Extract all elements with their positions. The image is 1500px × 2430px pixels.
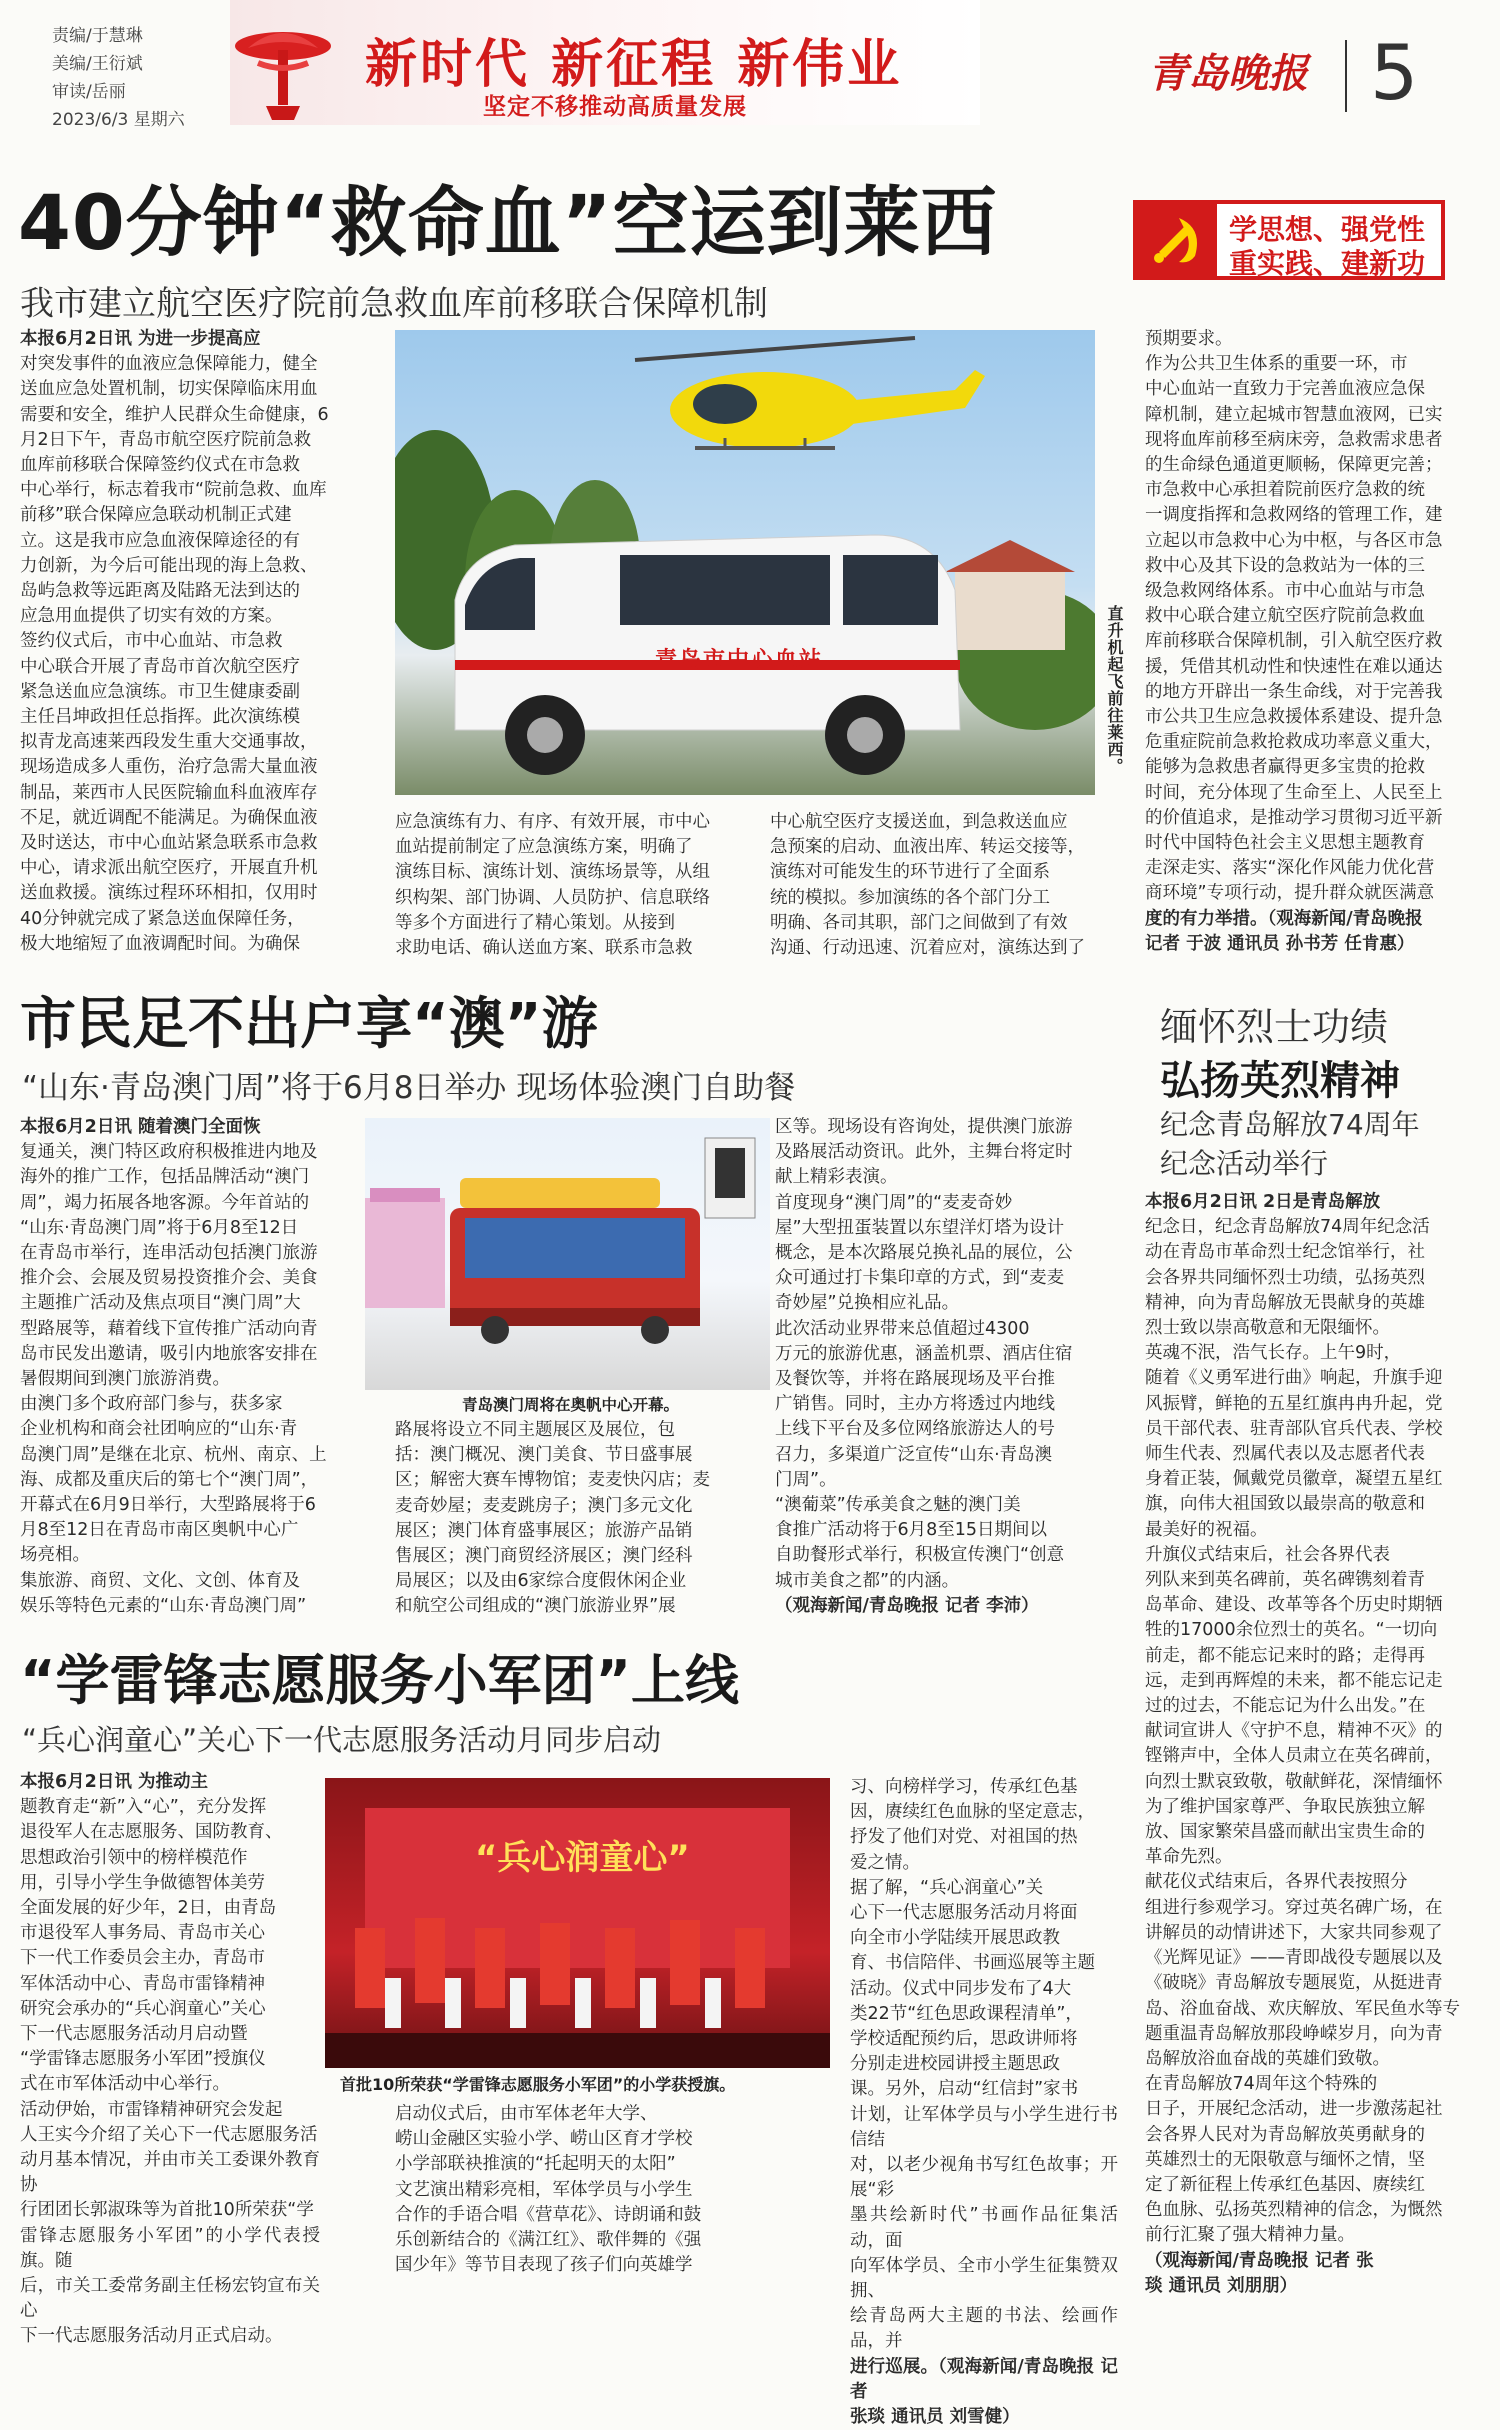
- text-line: 推介会、会展及贸易投资推介会、美食: [20, 1268, 318, 1289]
- text-line: 动月基本情况，并由市关工委课外教育协: [20, 2150, 320, 2196]
- text-line: 的地方开辟出一条生命线，对于完善我: [1145, 681, 1443, 702]
- text-line: 极大地缩短了血液调配时间。为确保: [20, 933, 300, 954]
- text-line: 的生命绿色通道更顺畅，保障更完善；: [1145, 455, 1443, 476]
- text-line: 集旅游、商贸、文化、文创、体育及: [20, 1570, 300, 1591]
- ambulance-label: 青岛市中心血站: [655, 648, 824, 673]
- text-line: 区等。现场设有咨询处，提供澳门旅游: [775, 1117, 1073, 1137]
- article1-col2: [395, 810, 733, 961]
- text-line: 奇妙屋”兑换相应礼品。: [775, 1293, 960, 1314]
- article3-col3: [850, 1775, 1118, 2430]
- text-line: 放、国家繁荣昌盛而献出宝贵生命的: [1145, 1822, 1425, 1843]
- text-line: 岛革命、建设、改革等各个历史时期牺: [1145, 1595, 1443, 1616]
- text-line: 一调度指挥和急救网络的管理工作，建: [1145, 505, 1443, 526]
- text-line: 广销售。同时，主办方将透过内地线: [775, 1394, 1055, 1415]
- article2-col2: [395, 1418, 733, 1620]
- text-line: 演练对可能发生的环节进行了全面系: [770, 862, 1050, 883]
- text-line: 因，赓续红色血脉的坚定意志，: [850, 1802, 1095, 1823]
- text-line: 风振臂，鲜艳的五星红旗冉冉升起，党: [1145, 1393, 1443, 1414]
- text-line: 向全市小学陆续开展思政教: [850, 1928, 1060, 1949]
- text-line: 级急救网络体系。市中心血站与市急: [1145, 581, 1425, 602]
- text-line: 献词宣讲人《守护不息，精神不灭》的: [1145, 1721, 1443, 1742]
- text-line: 此次活动业界带来总值超过4300: [775, 1318, 1030, 1339]
- text-line: 娱乐等特色元素的“山东·青岛澳门周”: [20, 1595, 307, 1616]
- text-line: 障机制，建立起城市智慧血液网，已实: [1145, 404, 1443, 425]
- text-line: 援，凭借其机动性和快速性在难以通达: [1145, 656, 1443, 677]
- text-line: 牲的17000余位烈士的英名。“一切向: [1145, 1620, 1438, 1641]
- text-line: 下一代志愿服务活动月启动暨: [20, 2024, 248, 2045]
- text-line: 会各界共同缅怀烈士功绩，弘扬英烈: [1145, 1267, 1425, 1288]
- text-line: 现场造成多人重伤，治疗急需大量血液: [20, 757, 318, 778]
- text-line: 血库前移联合保障签约仪式在市急救: [20, 455, 300, 476]
- text-line: 绘青岛两大主题的书法、绘画作品，并: [850, 2306, 1118, 2352]
- text-line: 在青岛市举行，连串活动包括澳门旅游: [20, 1243, 318, 1264]
- header-meta: [52, 22, 185, 134]
- text-line: 题教育走“新”入“心”，充分发挥: [20, 1797, 267, 1818]
- text-line: 时代中国特色社会主义思想主题教育: [1145, 833, 1425, 854]
- article2-photo-caption: 青岛澳门周将在奥帆中心开幕。: [462, 1396, 680, 1414]
- text-line: 市急救中心承担着院前医疗急救的统: [1145, 480, 1425, 501]
- text-line: 启动仪式后，由市军体老年大学、: [395, 2104, 658, 2124]
- text-line: 远，走到再辉煌的未来，都不能忘记走: [1145, 1670, 1443, 1691]
- text-line: 革命先烈。: [1145, 1847, 1233, 1868]
- newspaper-logo: 青岛晚报: [1148, 50, 1308, 97]
- text-line: 复通关，澳门特区政府积极推进内地及: [20, 1142, 318, 1163]
- text-line: 送血应急处置机制，切实保障临床用血: [20, 379, 318, 400]
- text-line: 售展区；澳门商贸经济展区；澳门经科: [395, 1546, 693, 1567]
- article4-subtitle-line2: 纪念活动举行: [1160, 1147, 1329, 1180]
- text-line: 合作的手语合唱《营草花》、诗朗诵和鼓: [395, 2204, 702, 2225]
- text-line: 活动伊始，市雷锋精神研究会发起: [20, 2099, 283, 2120]
- article3-title: “学雷锋志愿服务小军团”上线: [20, 1649, 739, 1712]
- text-line: 岛屿急救等远距离及陆路无法到达的: [20, 581, 300, 602]
- text-line: 英雄烈士的无限敬意与缅怀之情，坚: [1145, 2149, 1425, 2170]
- text-line: 现将血库前移至病床旁，急救需求患者: [1145, 429, 1443, 450]
- text-line: 本报6月2日讯 为进一步提高应: [20, 329, 261, 349]
- text-line: 海外的推广工作，包括品牌活动“澳门: [20, 1167, 310, 1188]
- text-line: 分别走进校园讲授主题思政: [850, 2054, 1060, 2075]
- text-line: 应急用血提供了切实有效的方案。: [20, 606, 283, 627]
- text-line: 纪念日，纪念青岛解放74周年纪念活: [1145, 1217, 1430, 1238]
- text-line: 等多个方面进行了精心策划。从接到: [395, 912, 675, 933]
- text-line: 前行汇聚了强大精神力量。: [1145, 2225, 1355, 2246]
- text-line: 师生代表、烈属代表以及志愿者代表: [1145, 1444, 1425, 1465]
- text-line: 雷锋志愿服务小军团”的小学代表授旗。随: [20, 2225, 320, 2271]
- article2-title: 市民足不出户享“澳”游: [20, 992, 598, 1057]
- article1-title: 40分钟“救命血”空运到莱西: [18, 178, 998, 267]
- text-line: 食推广活动将于6月8至15日期间以: [775, 1520, 1048, 1541]
- text-line: 据了解，“兵心润童心”关: [850, 1877, 1044, 1898]
- text-line: 走深走实、落实“深化作风能力优化营: [1145, 858, 1435, 879]
- text-line: 中心血站一直致力于完善血液应急保: [1145, 379, 1425, 400]
- text-line: 能够为急救患者赢得更多宝贵的抢救: [1145, 757, 1425, 778]
- article2-subtitle: “山东·青岛澳门周”将于6月8日举办 现场体验澳门自助餐: [22, 1070, 796, 1106]
- text-line: 路展将设立不同主题展区及展位，包: [395, 1420, 675, 1440]
- text-line: 小学部联袂推演的“托起明天的太阳”: [395, 2154, 676, 2175]
- text-line: 会各界人民对为青岛解放英勇献身的: [1145, 2124, 1425, 2145]
- header-divider: [1345, 40, 1347, 112]
- text-line: 色血脉、弘扬英烈精神的信念，为慨然: [1145, 2200, 1443, 2221]
- text-line: 对，以老少视角书写红色故事；开展“彩: [850, 2155, 1118, 2201]
- text-line: 救中心联合建立航空医疗院前急救血: [1145, 606, 1425, 627]
- text-line: 心下一代志愿服务活动月将面: [850, 1903, 1078, 1924]
- text-line: 开幕式在6月9日举行，大型路展将于6: [20, 1495, 316, 1516]
- text-line: 为了维护国家尊严、争取民族独立解: [1145, 1796, 1425, 1817]
- text-line: （观海新闻/青岛晚报 记者 张: [1145, 2250, 1374, 2271]
- text-line: 统的模拟。参加演练的各个部门分工: [770, 887, 1050, 908]
- text-line: 组进行参观学习。穿过英名碑广场，在: [1145, 1897, 1443, 1918]
- issue-date: 2023/6/3 星期六: [52, 110, 185, 130]
- text-line: 织构架、部门协调、人员防护、信息联络: [395, 887, 710, 908]
- text-line: 《破晓》青岛解放专题展览，从挺进青: [1145, 1973, 1443, 1994]
- text-line: 日子，开展纪念活动，进一步激荡起社: [1145, 2099, 1443, 2120]
- text-line: 展区；澳门体育盛事展区；旅游产品销: [395, 1520, 693, 1541]
- article1-subtitle: 我市建立航空医疗院前急救血库前移联合保障机制: [20, 284, 768, 324]
- text-line: 由澳门多个政府部门参与，获多家: [20, 1394, 283, 1415]
- banner-title: 新时代 新征程 新伟业: [365, 34, 903, 95]
- article3-col1: [20, 1770, 320, 2350]
- text-line: 乐创新结合的《满江红》、歌伴舞的《强: [395, 2230, 702, 2251]
- text-line: 商环境”专项行动，提升群众就医满意: [1145, 883, 1435, 904]
- text-line: 墨共绘新时代”书画作品征集活动，面: [850, 2205, 1118, 2251]
- text-line: 题重温青岛解放那段峥嵘岁月，向为青: [1145, 2023, 1443, 2044]
- text-line: 精神，向为青岛解放无畏献身的英雄: [1145, 1292, 1425, 1313]
- article3-col2: [395, 2102, 733, 2278]
- text-line: 最美好的祝福。: [1145, 1519, 1268, 1540]
- text-line: 括：澳门概况、澳门美食、节日盛事展: [395, 1445, 693, 1466]
- text-line: 《光辉见证》——青即战役专题展以及: [1145, 1948, 1443, 1969]
- text-line: 需要和安全，维护人民群众生命健康，6: [20, 404, 329, 425]
- text-line: 列队来到英名碑前，英名碑镌刻着青: [1145, 1570, 1425, 1591]
- text-line: 暑假期间到澳门旅游消费。: [20, 1369, 230, 1390]
- stage-banner-text: “兵心润童心”: [475, 1838, 690, 1878]
- text-line: 场亮相。: [20, 1545, 90, 1566]
- banner-subtitle: 坚定不移推动高质量发展: [483, 94, 747, 120]
- text-line: 局展区；以及由6家综合度假休闲企业: [395, 1571, 687, 1592]
- text-line: 下一代工作委员会主办，青岛市: [20, 1948, 265, 1969]
- text-line: 预期要求。: [1145, 329, 1233, 349]
- article3-photo-caption: 首批10所荣获“学雷锋志愿服务小军团”的小学获授旗。: [340, 2075, 736, 2094]
- article1-col3: [770, 810, 1108, 961]
- text-line: 拟青龙高速莱西段发生重大交通事故，: [20, 732, 318, 753]
- text-line: 向军体学员、全市小学生征集赞双拥、: [850, 2255, 1118, 2302]
- article4-subtitle-line1: 纪念青岛解放74周年: [1160, 1108, 1420, 1141]
- text-line: 库前移联合保障机制，引入航空医疗救: [1145, 631, 1443, 652]
- text-line: 不足，就近调配不能满足。为确保血液: [20, 807, 318, 828]
- article4-title-line2: 弘扬英烈精神: [1160, 1058, 1400, 1104]
- article2-photo: [365, 1118, 770, 1390]
- text-line: 万元的旅游优惠，涵盖机票、酒店住宿: [775, 1343, 1073, 1364]
- text-line: 记者 于波 通讯员 孙书芳 任肯惠）: [1145, 933, 1415, 954]
- text-line: 张琰 通讯员 刘雪健）: [850, 2407, 1020, 2428]
- text-line: “澳葡菜”传承美食之魅的澳门美: [775, 1495, 1021, 1516]
- text-line: 中心航空医疗支援送血，到急救送血应: [770, 812, 1068, 832]
- text-line: 讲解员的动情讲述下，大家共同参观了: [1145, 1922, 1443, 1943]
- text-line: 市退役军人事务局、青岛市关心: [20, 1923, 265, 1944]
- text-line: 沟通、行动迅速、沉着应对，演练达到了: [770, 938, 1085, 959]
- text-line: 概念，是本次路展兑换礼品的展位，公: [775, 1243, 1073, 1264]
- text-line: 紧急送血应急演练。市卫生健康委副: [20, 681, 300, 702]
- text-line: 爱之情。: [850, 1852, 920, 1873]
- text-line: 召力，多渠道广泛宣传“山东·青岛澳: [775, 1444, 1053, 1465]
- text-line: 企业机构和商会社团响应的“山东·青: [20, 1419, 298, 1440]
- text-line: 本报6月2日讯 随着澳门全面恢: [20, 1117, 261, 1137]
- text-line: 动在青岛市革命烈士纪念馆举行，社: [1145, 1242, 1425, 1263]
- text-line: 城市美食之都”的内涵。: [775, 1570, 960, 1591]
- text-line: 随着《义勇军进行曲》响起，升旗手迎: [1145, 1368, 1443, 1389]
- text-line: 主题推广活动及焦点项目“澳门周”大: [20, 1293, 301, 1314]
- text-line: 岛澳门周”是继在北京、杭州、南京、上: [20, 1444, 327, 1465]
- text-line: 全面发展的好少年，2日，由青岛: [20, 1898, 277, 1919]
- text-line: 应急演练有力、有序、有效开展，市中心: [395, 812, 710, 832]
- text-line: 退役军人在志愿服务、国防教育、: [20, 1822, 283, 1843]
- text-line: “学雷锋志愿服务小军团”授旗仪: [20, 2049, 266, 2070]
- article1-col4: [1145, 327, 1483, 957]
- text-line: 习、向榜样学习，传承红色基: [850, 1777, 1078, 1797]
- badge-line2: 重实践、建新功: [1229, 247, 1426, 280]
- text-line: 岛解放浴血奋战的英雄们致敬。: [1145, 2048, 1390, 2069]
- text-line: 月2日下午，青岛市航空医疗院前急救: [20, 429, 312, 450]
- text-line: 及路展活动资讯。此外，主舞台将定时: [775, 1142, 1073, 1163]
- qingdao-landmark-icon: [228, 8, 338, 123]
- text-line: 及餐饮等，并将在路展现场及平台推: [775, 1369, 1055, 1390]
- text-line: 月8至12日在青岛市南区奥帆中心广: [20, 1520, 299, 1541]
- text-line: 人王实今介绍了关心下一代志愿服务活: [20, 2124, 318, 2145]
- party-badge: [1133, 200, 1445, 280]
- page-number: 5: [1370, 28, 1419, 117]
- text-line: 救中心及其下设的急救站为一体的三: [1145, 555, 1425, 576]
- text-line: 献上精彩表演。: [775, 1167, 898, 1188]
- text-line: 前走，都不能忘记来时的路；走得再: [1145, 1645, 1425, 1666]
- text-line: 中心举行，标志着我市“院前急救、血库: [20, 480, 327, 501]
- text-line: 类22节“红色思政课程清单”，: [850, 2003, 1083, 2024]
- text-line: 首度现身“澳门周”的“麦麦奇妙: [775, 1192, 1013, 1213]
- article4-col: [1145, 1190, 1483, 2299]
- text-line: 中心，请求派出航空医疗，开展直升机: [20, 858, 318, 879]
- text-line: 作为公共卫生体系的重要一环，市: [1145, 354, 1408, 375]
- text-line: 门周”。: [775, 1469, 837, 1490]
- text-line: （观海新闻/青岛晚报 记者 李沛）: [775, 1595, 1039, 1616]
- text-line: 用，引导小学生争做德智体美劳: [20, 1872, 265, 1893]
- article2-col1: [20, 1115, 358, 1619]
- text-line: 演练目标、演练计划、演练场景等，从组: [395, 862, 710, 883]
- text-line: 课。另外，启动“红信封”家书: [850, 2079, 1079, 2100]
- text-line: 和航空公司组成的“澳门旅游业界”展: [395, 1596, 676, 1617]
- text-line: 麦奇妙屋；麦麦跳房子；澳门多元文化: [395, 1495, 693, 1516]
- text-line: 40分钟就完成了紧急送血保障任务，: [20, 908, 305, 929]
- text-line: 时间，充分体现了生命至上、人民至上: [1145, 782, 1443, 803]
- text-line: 岛、浴血奋战、欢庆解放、军民鱼水等专: [1145, 1998, 1460, 2019]
- text-line: 文艺演出精彩亮相，军体学员与小学生: [395, 2179, 693, 2200]
- text-line: 对突发事件的血液应急保障能力，健全: [20, 354, 318, 375]
- text-line: 向烈士默哀致敬，敬献鲜花，深情缅怀: [1145, 1771, 1443, 1792]
- text-line: 市公共卫生应急救援体系建设、提升急: [1145, 707, 1443, 728]
- article2-col3: [775, 1115, 1113, 1619]
- text-line: 定了新征程上传承红色基因、赓续红: [1145, 2174, 1425, 2195]
- text-line: 屋”大型扭蛋装置以东望洋灯塔为设计: [775, 1217, 1065, 1238]
- article3-photo: [325, 1778, 830, 2068]
- text-line: 国少年》等节目表现了孩子们向英雄学: [395, 2255, 693, 2276]
- text-line: 旗，向伟大祖国致以最崇高的敬意和: [1145, 1494, 1425, 1515]
- text-line: 琰 通讯员 刘朋朋）: [1145, 2275, 1298, 2296]
- editor-credit: 责编/于慧琳: [52, 26, 143, 46]
- text-line: 血站提前制定了应急演练方案，明确了: [395, 837, 693, 858]
- text-line: 本报6月2日讯 为推动主: [20, 1772, 208, 1792]
- text-line: 前移”联合保障应急联动机制正式建: [20, 505, 292, 526]
- text-line: 度的有力举措。（观海新闻/青岛晚报: [1145, 908, 1423, 929]
- text-line: 制品，莱西市人民医院输血科血液库存: [20, 782, 318, 803]
- text-line: 身着正装，佩戴党员徽章，凝望五星红: [1145, 1469, 1443, 1490]
- text-line: 过的过去，不能忘记为什么出发。”在: [1145, 1696, 1426, 1717]
- text-line: 育、书信陪伴、书画巡展等主题: [850, 1953, 1095, 1974]
- text-line: 海、成都及重庆后的第七个“澳门周”，: [20, 1469, 319, 1490]
- text-line: 中心联合开展了青岛市首次航空医疗: [20, 656, 300, 677]
- text-line: 升旗仪式结束后，社会各界代表: [1145, 1544, 1390, 1565]
- text-line: 求助电话、确认送血方案、联系市急救: [395, 938, 693, 959]
- text-line: 签约仪式后，市中心血站、市急救: [20, 631, 283, 652]
- text-line: 上线下平台及多位网络旅游达人的号: [775, 1419, 1055, 1440]
- text-line: 区；解密大赛车博物馆；麦麦快闪店；麦: [395, 1470, 710, 1491]
- text-line: 主任吕坤政担任总指挥。此次演练模: [20, 707, 300, 728]
- helicopter-icon: [635, 338, 985, 448]
- text-line: 力创新，为今后可能出现的海上急救、: [20, 555, 318, 576]
- text-line: “山东·青岛澳门周”将于6月8至12日: [20, 1217, 299, 1238]
- text-line: 员干部代表、驻青部队官兵代表、学校: [1145, 1418, 1443, 1439]
- text-line: 研究会承办的“兵心润童心”关心: [20, 1998, 266, 2019]
- article4-title-line1: 缅怀烈士功绩: [1160, 1005, 1389, 1049]
- article1-photo: [395, 330, 1095, 795]
- text-line: 后，市关工委常务副主任杨宏钧宣布关心: [20, 2276, 320, 2322]
- text-line: 抒发了他们对党、对祖国的热: [850, 1827, 1078, 1848]
- article3-subtitle: “兵心润童心”关心下一代志愿服务活动月同步启动: [22, 1723, 662, 1757]
- text-line: 周”，竭力拓展各地客源。今年首站的: [20, 1192, 310, 1213]
- text-line: 铿锵声中，全体人员肃立在英名碑前，: [1145, 1746, 1443, 1767]
- text-line: 行团团长郭淑珠等为首批10所荣获“学: [20, 2200, 314, 2221]
- text-line: 英魂不泯，浩气长存。上午9时，: [1145, 1343, 1402, 1364]
- article1-photo-caption: 直升机起飞前往莱西。: [1105, 605, 1124, 775]
- text-line: 明确、各司其职，部门之间做到了有效: [770, 912, 1068, 933]
- text-line: 计划，让军体学员与小学生进行书信结: [850, 2104, 1118, 2150]
- text-line: 式在市军体活动中心举行。: [20, 2074, 230, 2095]
- text-line: 及时送达，市中心血站紧急联系市急救: [20, 833, 318, 854]
- text-line: 在青岛解放74周年这个特殊的: [1145, 2074, 1378, 2095]
- hammer-sickle-icon: [1139, 204, 1211, 276]
- text-line: 岛市民发出邀请，吸引内地旅客安排在: [20, 1343, 318, 1364]
- article1-col1: [20, 327, 354, 957]
- text-line: 思想政治引领中的榜样模范作: [20, 1847, 248, 1868]
- text-line: 的价值追求，是推动学习贯彻习近平新: [1145, 807, 1443, 828]
- text-line: 危重症院前急救抢救成功率意义重大，: [1145, 732, 1443, 753]
- badge-line1: 学思想、强党性: [1229, 213, 1426, 246]
- text-line: 急预案的启动、血液出库、转运交接等，: [770, 837, 1085, 858]
- text-line: 进行巡展。（观海新闻/青岛晚报 记者: [850, 2356, 1118, 2402]
- text-line: 下一代志愿服务活动月正式启动。: [20, 2326, 283, 2347]
- reviewer-credit: 审读/岳丽: [52, 82, 126, 102]
- text-line: 送血救援。演练过程环环相扣，仅用时: [20, 883, 318, 904]
- text-line: 立。这是我市应急血液保障途径的有: [20, 530, 300, 551]
- text-line: 学校适配预约后，思政讲师将: [850, 2029, 1078, 2050]
- text-line: 烈士致以崇高敬意和无限缅怀。: [1145, 1318, 1390, 1339]
- exhibition-bus-icon: [450, 1178, 700, 1344]
- text-line: 本报6月2日讯 2日是青岛解放: [1145, 1192, 1381, 1212]
- text-line: 众可通过打卡集印章的方式，到“麦麦: [775, 1268, 1065, 1289]
- text-line: 活动。仪式中同步发布了4大: [850, 1978, 1072, 1999]
- text-line: 献花仪式结束后，各界代表按照分: [1145, 1872, 1408, 1893]
- text-line: 崂山金融区实验小学、崂山区育才学校: [395, 2129, 693, 2150]
- text-line: 型路展等，藉着线下宣传推广活动向青: [20, 1318, 318, 1339]
- text-line: 军体活动中心、青岛市雷锋精神: [20, 1973, 265, 1994]
- text-line: 自助餐形式举行，积极宣传澳门“创意: [775, 1545, 1065, 1566]
- designer-credit: 美编/王衍斌: [52, 54, 143, 74]
- text-line: 立起以市急救中心为中枢，与各区市急: [1145, 530, 1443, 551]
